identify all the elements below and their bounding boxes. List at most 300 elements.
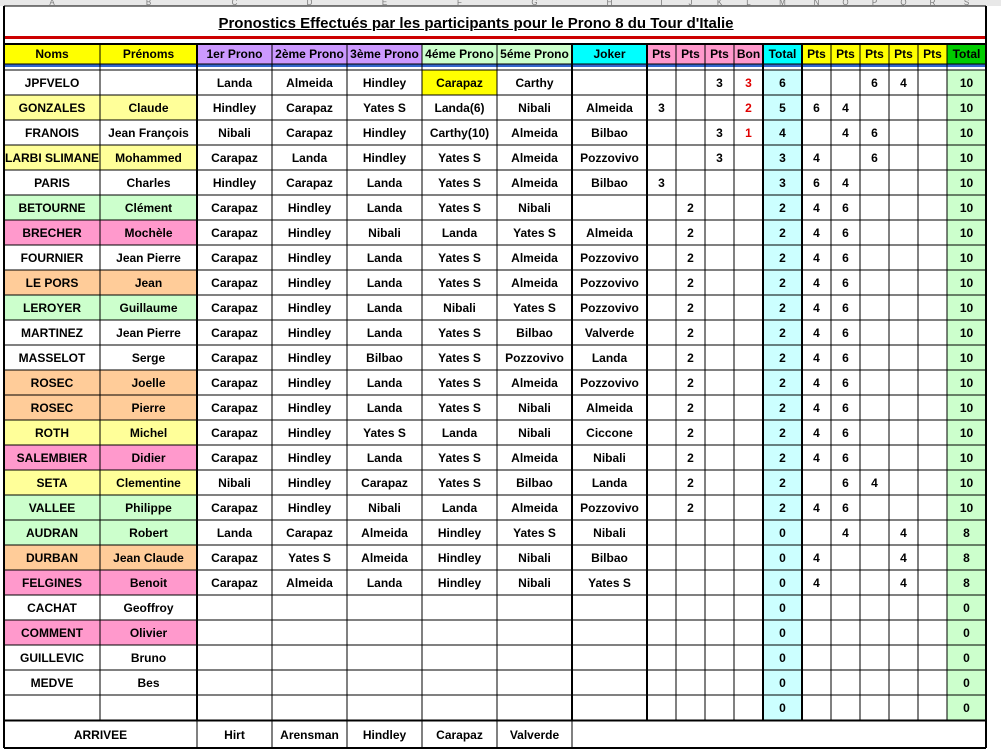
table-cell-total[interactable]: 2 [779,225,786,240]
table-cell-p5[interactable]: Almeida [511,125,558,140]
table-cell-p1[interactable]: Carapaz [211,425,258,440]
table-cell-p2[interactable]: Carapaz [286,100,333,115]
table-cell-p1[interactable]: Carapaz [211,350,258,365]
table-cell-p5[interactable]: Nibali [518,200,551,215]
table-cell-p2[interactable]: Hindley [287,250,332,265]
table-cell-total[interactable]: 2 [779,450,786,465]
table-cell-s4[interactable] [890,221,917,244]
table-cell-p5[interactable]: Almeida [511,175,558,190]
table-cell-s5[interactable] [919,221,946,244]
table-cell-s1[interactable] [803,696,830,719]
table-cell-s5[interactable] [919,671,946,694]
table-cell-prenom[interactable]: Benoit [129,575,168,590]
table-cell-grand[interactable]: 0 [963,650,970,665]
table-cell-pts1[interactable] [648,571,675,594]
arrivee-p1[interactable]: Hirt [224,727,245,742]
table-cell-prenom[interactable]: Jean [134,275,163,290]
table-cell-p4[interactable]: Hindley [437,550,482,565]
table-cell-p4[interactable] [423,621,496,644]
table-cell-s3[interactable] [861,546,888,569]
table-cell-pts2[interactable]: 2 [687,300,694,315]
table-cell-p5[interactable]: Almeida [511,500,558,515]
table-cell-s4[interactable]: 4 [900,75,907,90]
table-cell-p2[interactable] [273,696,346,719]
table-cell-p1[interactable]: Landa [216,75,253,90]
table-cell-total[interactable]: 3 [779,175,786,190]
table-cell-pts3[interactable]: 3 [716,150,723,165]
table-cell-pts2[interactable]: 2 [687,400,694,415]
table-cell-joker[interactable]: Yates S [588,575,631,590]
table-cell-s4[interactable] [890,596,917,619]
table-cell-s4[interactable] [890,396,917,419]
table-cell-total[interactable]: 2 [779,325,786,340]
table-cell-pts3[interactable] [706,171,733,194]
table-cell-s1[interactable] [803,671,830,694]
table-cell-prenom[interactable] [101,71,196,94]
table-cell-s4[interactable] [890,321,917,344]
table-cell-nom[interactable]: ROTH [35,425,69,440]
table-cell-s5[interactable] [919,371,946,394]
table-cell-s5[interactable] [919,396,946,419]
table-cell-pts1[interactable]: 3 [658,175,665,190]
table-cell-s5[interactable] [919,321,946,344]
column-header[interactable]: Total [952,47,981,61]
table-cell-grand[interactable]: 0 [963,700,970,715]
table-cell-p5[interactable] [498,621,571,644]
table-cell-bon[interactable] [735,271,762,294]
table-cell-nom[interactable]: COMMENT [21,625,83,640]
table-cell-p5[interactable]: Nibali [518,100,551,115]
table-cell-s4[interactable] [890,496,917,519]
table-cell-s3[interactable] [861,396,888,419]
table-cell-p5[interactable]: Almeida [511,375,558,390]
column-header[interactable]: 5éme Prono [500,47,569,61]
table-cell-total[interactable]: 2 [779,200,786,215]
table-cell-p3[interactable]: Hindley [362,125,407,140]
table-cell-bon[interactable]: 1 [745,125,752,140]
table-cell-grand[interactable]: 8 [963,575,970,590]
table-cell-p4[interactable]: Yates S [438,275,481,290]
table-cell-total[interactable]: 0 [779,625,786,640]
table-cell-total[interactable]: 0 [779,675,786,690]
table-cell-p4[interactable]: Yates S [438,250,481,265]
table-cell-s1[interactable] [803,121,830,144]
table-cell-s2[interactable]: 6 [842,300,849,315]
table-cell-pts2[interactable]: 2 [687,275,694,290]
table-cell-p5[interactable]: Almeida [511,275,558,290]
column-header[interactable]: 4éme Prono [425,47,494,61]
table-cell-pts3[interactable] [706,571,733,594]
table-cell-pts3[interactable] [706,546,733,569]
table-cell-p5[interactable]: Pozzovivo [505,350,564,365]
table-cell-s2[interactable]: 4 [842,125,849,140]
arrivee-p5[interactable]: Valverde [509,727,560,742]
table-cell-p3[interactable]: Bilbao [366,350,403,365]
table-cell-p5[interactable]: Yates S [513,525,556,540]
table-cell-p1[interactable]: Carapaz [211,450,258,465]
table-cell-joker[interactable] [573,696,646,719]
table-cell-pts1[interactable] [648,71,675,94]
table-cell-pts2[interactable]: 2 [687,200,694,215]
table-cell-total[interactable]: 2 [779,400,786,415]
table-cell-nom[interactable]: LE PORS [25,275,79,290]
column-header[interactable]: Joker [593,47,626,61]
table-cell-nom[interactable]: GUILLEVIC [19,650,84,665]
table-cell-s1[interactable]: 4 [813,550,820,565]
table-cell-pts1[interactable] [648,396,675,419]
table-cell-s2[interactable]: 6 [842,375,849,390]
table-cell-p5[interactable] [498,596,571,619]
table-cell-s1[interactable]: 4 [813,450,820,465]
table-cell-grand[interactable]: 10 [959,400,974,415]
table-cell-pts1[interactable] [648,496,675,519]
table-cell-pts3[interactable] [706,296,733,319]
table-cell-p4[interactable]: Yates S [438,475,481,490]
table-cell-prenom[interactable]: Jean Pierre [116,250,181,265]
table-cell-pts1[interactable] [648,296,675,319]
table-cell-s2[interactable]: 6 [842,225,849,240]
column-header[interactable]: Bon [736,47,761,61]
table-cell-pts1[interactable] [648,196,675,219]
table-cell-p3[interactable] [348,646,421,669]
table-cell-total[interactable]: 2 [779,250,786,265]
table-cell-joker[interactable] [573,196,646,219]
table-cell-s5[interactable] [919,621,946,644]
table-cell-pts3[interactable]: 3 [716,75,723,90]
table-cell-total[interactable]: 6 [779,75,786,90]
table-cell-nom[interactable]: DURBAN [26,550,78,565]
table-cell-nom[interactable]: BETOURNE [18,200,86,215]
table-cell-prenom[interactable]: Serge [131,350,166,365]
table-cell-p2[interactable] [273,596,346,619]
table-cell-grand[interactable]: 10 [959,150,974,165]
table-cell-s1[interactable]: 4 [813,325,820,340]
table-cell-pts3[interactable] [706,471,733,494]
table-cell-s4[interactable]: 4 [900,525,907,540]
table-cell-joker[interactable]: Pozzovivo [580,275,639,290]
table-cell-nom[interactable]: ROSEC [30,375,74,390]
table-cell-prenom[interactable]: Philippe [125,500,172,515]
table-cell-p3[interactable]: Landa [366,300,403,315]
table-cell-s3[interactable] [861,646,888,669]
table-cell-s4[interactable] [890,621,917,644]
table-cell-nom[interactable]: ROSEC [30,400,74,415]
table-cell-pts2[interactable] [677,596,704,619]
table-cell-joker[interactable]: Almeida [586,100,633,115]
table-cell-prenom[interactable]: Charles [126,175,171,190]
table-cell-joker[interactable]: Pozzovivo [580,250,639,265]
table-cell-total[interactable]: 5 [779,100,786,115]
table-cell-pts3[interactable] [706,271,733,294]
table-cell-pts2[interactable] [677,671,704,694]
table-cell-s3[interactable] [861,196,888,219]
table-cell-joker[interactable] [573,596,646,619]
table-cell-pts2[interactable]: 2 [687,225,694,240]
table-cell-total[interactable]: 0 [779,650,786,665]
table-cell-p5[interactable]: Carthy [515,75,554,90]
table-cell-p1[interactable]: Carapaz [211,225,258,240]
table-cell-bon[interactable] [735,196,762,219]
table-cell-s2[interactable]: 4 [842,525,849,540]
table-cell-p5[interactable]: Nibali [518,400,551,415]
table-cell-nom[interactable]: FELGINES [21,575,82,590]
table-cell-bon[interactable] [735,296,762,319]
table-cell-bon[interactable]: 3 [745,75,752,90]
table-cell-pts1[interactable] [648,421,675,444]
column-header[interactable]: Pts [710,47,729,61]
table-cell-prenom[interactable]: Mohammed [115,150,182,165]
table-cell-s2[interactable] [832,596,859,619]
table-cell-p2[interactable]: Hindley [287,450,332,465]
table-cell-p3[interactable]: Hindley [362,150,407,165]
table-cell-s3[interactable] [861,596,888,619]
column-header[interactable]: Prénoms [122,47,175,61]
table-cell-s3[interactable] [861,221,888,244]
table-cell-p3[interactable] [348,671,421,694]
table-cell-pts1[interactable] [648,621,675,644]
table-cell-p2[interactable]: Yates S [288,550,331,565]
table-cell-p2[interactable]: Almeida [286,575,333,590]
column-header[interactable]: Pts [681,47,700,61]
table-cell-p2[interactable]: Hindley [287,300,332,315]
table-cell-p2[interactable]: Hindley [287,200,332,215]
table-cell-nom[interactable]: GONZALES [18,100,86,115]
table-cell-p4[interactable] [423,671,496,694]
table-cell-s3[interactable] [861,621,888,644]
table-cell-p4[interactable]: Hindley [437,575,482,590]
table-cell-p4[interactable]: Yates S [438,325,481,340]
table-cell-pts3[interactable] [706,596,733,619]
table-cell-bon[interactable] [735,446,762,469]
table-cell-joker[interactable]: Valverde [584,325,635,340]
table-cell-grand[interactable]: 10 [959,375,974,390]
table-cell-p2[interactable]: Carapaz [286,125,333,140]
table-cell-total[interactable]: 0 [779,550,786,565]
table-cell-s1[interactable]: 4 [813,350,820,365]
table-cell-pts1[interactable] [648,146,675,169]
table-cell-pts2[interactable]: 2 [687,500,694,515]
table-cell-s4[interactable] [890,446,917,469]
table-cell-p4[interactable]: Carthy(10) [429,125,490,140]
table-cell-p4[interactable] [423,696,496,719]
table-cell-s3[interactable] [861,371,888,394]
table-cell-s5[interactable] [919,146,946,169]
table-cell-joker[interactable]: Bilbao [591,550,628,565]
table-cell-s5[interactable] [919,596,946,619]
table-cell-prenom[interactable]: Clément [124,200,173,215]
table-cell-bon[interactable] [735,146,762,169]
table-cell-p5[interactable]: Almeida [511,150,558,165]
table-cell-total[interactable]: 2 [779,375,786,390]
table-cell-p1[interactable]: Nibali [218,125,251,140]
table-cell-p3[interactable]: Almeida [361,550,408,565]
table-cell-p2[interactable]: Landa [291,150,328,165]
table-cell-bon[interactable] [735,396,762,419]
table-cell-p1[interactable]: Carapaz [211,200,258,215]
table-cell-pts1[interactable] [648,471,675,494]
table-cell-nom[interactable]: CACHAT [27,600,77,615]
table-cell-total[interactable]: 4 [779,125,786,140]
table-cell-p2[interactable]: Hindley [287,400,332,415]
table-cell-pts2[interactable]: 2 [687,375,694,390]
arrivee-p2[interactable]: Arensman [280,727,339,742]
table-cell-p3[interactable]: Landa [366,375,403,390]
table-cell-pts2[interactable]: 2 [687,475,694,490]
table-cell-prenom[interactable]: Clementine [116,475,181,490]
table-cell-s3[interactable] [861,246,888,269]
table-cell-s5[interactable] [919,471,946,494]
table-cell-grand[interactable]: 10 [959,175,974,190]
table-cell-nom[interactable]: LEROYER [22,300,81,315]
table-cell-p3[interactable] [348,621,421,644]
table-cell-grand[interactable]: 10 [959,75,974,90]
table-cell-s1[interactable]: 4 [813,300,820,315]
table-cell-s4[interactable] [890,296,917,319]
table-cell-prenom[interactable] [101,696,196,719]
table-cell-s5[interactable] [919,571,946,594]
table-cell-p2[interactable]: Carapaz [286,525,333,540]
table-cell-pts3[interactable] [706,221,733,244]
table-cell-pts2[interactable] [677,546,704,569]
table-cell-bon[interactable]: 2 [745,100,752,115]
table-cell-total[interactable]: 0 [779,525,786,540]
table-cell-p5[interactable]: Nibali [518,550,551,565]
table-cell-total[interactable]: 2 [779,350,786,365]
table-cell-nom[interactable]: JPFVELO [24,75,80,90]
table-cell-bon[interactable] [735,596,762,619]
table-cell-p3[interactable]: Landa [366,175,403,190]
table-cell-total[interactable]: 0 [779,700,786,715]
table-cell-pts2[interactable] [677,96,704,119]
table-cell-grand[interactable]: 10 [959,100,974,115]
table-cell-pts3[interactable] [706,346,733,369]
table-cell-p4[interactable]: Yates S [438,375,481,390]
table-cell-s3[interactable] [861,696,888,719]
table-cell-s1[interactable] [803,646,830,669]
table-cell-p4[interactable]: Yates S [438,450,481,465]
table-cell-pts2[interactable] [677,621,704,644]
table-cell-p5[interactable]: Almeida [511,450,558,465]
table-cell-p4[interactable]: Landa [441,425,478,440]
table-cell-pts1[interactable] [648,696,675,719]
table-cell-grand[interactable]: 8 [963,525,970,540]
table-cell-s2[interactable]: 6 [842,400,849,415]
table-cell-pts2[interactable] [677,71,704,94]
table-cell-grand[interactable]: 10 [959,450,974,465]
table-cell-p3[interactable]: Yates S [363,100,406,115]
table-cell-joker[interactable]: Bilbao [591,125,628,140]
table-cell-s1[interactable] [803,596,830,619]
table-cell-bon[interactable] [735,346,762,369]
table-cell-nom[interactable]: FRANOIS [25,125,79,140]
table-cell-s3[interactable] [861,421,888,444]
table-cell-pts3[interactable] [706,396,733,419]
table-cell-s2[interactable]: 4 [842,100,849,115]
table-cell-pts1[interactable]: 3 [658,100,665,115]
table-cell-p1[interactable] [198,596,271,619]
table-cell-p5[interactable]: Nibali [518,575,551,590]
table-cell-pts2[interactable] [677,121,704,144]
table-cell-p3[interactable]: Landa [366,275,403,290]
table-cell-s5[interactable] [919,421,946,444]
table-cell-pts2[interactable] [677,171,704,194]
table-cell-nom[interactable]: AUDRAN [26,525,78,540]
table-cell-s3[interactable] [861,321,888,344]
table-cell-pts3[interactable] [706,246,733,269]
table-cell-grand[interactable]: 8 [963,550,970,565]
table-cell-pts2[interactable]: 2 [687,425,694,440]
table-cell-prenom[interactable]: Claude [128,100,169,115]
table-cell-s2[interactable] [832,621,859,644]
table-cell-s3[interactable] [861,296,888,319]
table-cell-pts2[interactable]: 2 [687,250,694,265]
table-cell-prenom[interactable]: Jean Pierre [116,325,181,340]
table-cell-p5[interactable] [498,696,571,719]
table-cell-bon[interactable] [735,646,762,669]
table-cell-nom[interactable]: LARBI SLIMANE [5,150,99,165]
table-cell-s1[interactable]: 4 [813,200,820,215]
table-cell-s2[interactable]: 6 [842,325,849,340]
table-cell-nom[interactable]: VALLEE [28,500,76,515]
table-cell-grand[interactable]: 10 [959,350,974,365]
column-header[interactable]: Pts [836,47,855,61]
table-cell-p4[interactable]: Carapaz [436,75,483,90]
table-cell-nom[interactable]: MEDVE [30,675,74,690]
table-cell-joker[interactable]: Pozzovivo [580,375,639,390]
table-cell-p1[interactable]: Hindley [212,100,257,115]
table-cell-s5[interactable] [919,71,946,94]
table-cell-p1[interactable]: Carapaz [211,550,258,565]
table-cell-pts1[interactable] [648,646,675,669]
table-cell-p1[interactable]: Carapaz [211,325,258,340]
table-cell-s3[interactable] [861,271,888,294]
table-cell-p3[interactable]: Landa [366,575,403,590]
table-cell-prenom[interactable]: Jean Claude [113,550,184,565]
table-cell-s4[interactable] [890,246,917,269]
table-cell-s3[interactable]: 4 [871,475,878,490]
table-cell-total[interactable]: 2 [779,275,786,290]
table-cell-p4[interactable]: Landa(6) [434,100,485,115]
table-cell-bon[interactable] [735,696,762,719]
table-cell-pts1[interactable] [648,221,675,244]
table-cell-grand[interactable]: 10 [959,275,974,290]
table-cell-pts3[interactable] [706,421,733,444]
table-cell-pts1[interactable] [648,246,675,269]
table-cell-prenom[interactable]: Robert [129,525,168,540]
table-cell-pts3[interactable] [706,446,733,469]
table-cell-p4[interactable] [423,646,496,669]
table-cell-s1[interactable]: 4 [813,575,820,590]
table-cell-s2[interactable]: 6 [842,350,849,365]
table-cell-p4[interactable]: Yates S [438,350,481,365]
table-cell-s5[interactable] [919,696,946,719]
table-cell-s4[interactable] [890,346,917,369]
table-cell-joker[interactable]: Pozzovivo [580,300,639,315]
table-cell-bon[interactable] [735,171,762,194]
table-cell-s4[interactable] [890,696,917,719]
table-cell-s5[interactable] [919,646,946,669]
table-cell-pts1[interactable] [648,521,675,544]
table-cell-p2[interactable]: Hindley [287,325,332,340]
table-cell-s3[interactable] [861,346,888,369]
table-cell-pts1[interactable] [648,671,675,694]
table-cell-pts1[interactable] [648,371,675,394]
table-cell-s5[interactable] [919,171,946,194]
table-cell-prenom[interactable]: Didier [131,450,166,465]
table-cell-s4[interactable] [890,471,917,494]
column-header[interactable]: 3ème Prono [350,47,419,61]
table-cell-s1[interactable] [803,71,830,94]
